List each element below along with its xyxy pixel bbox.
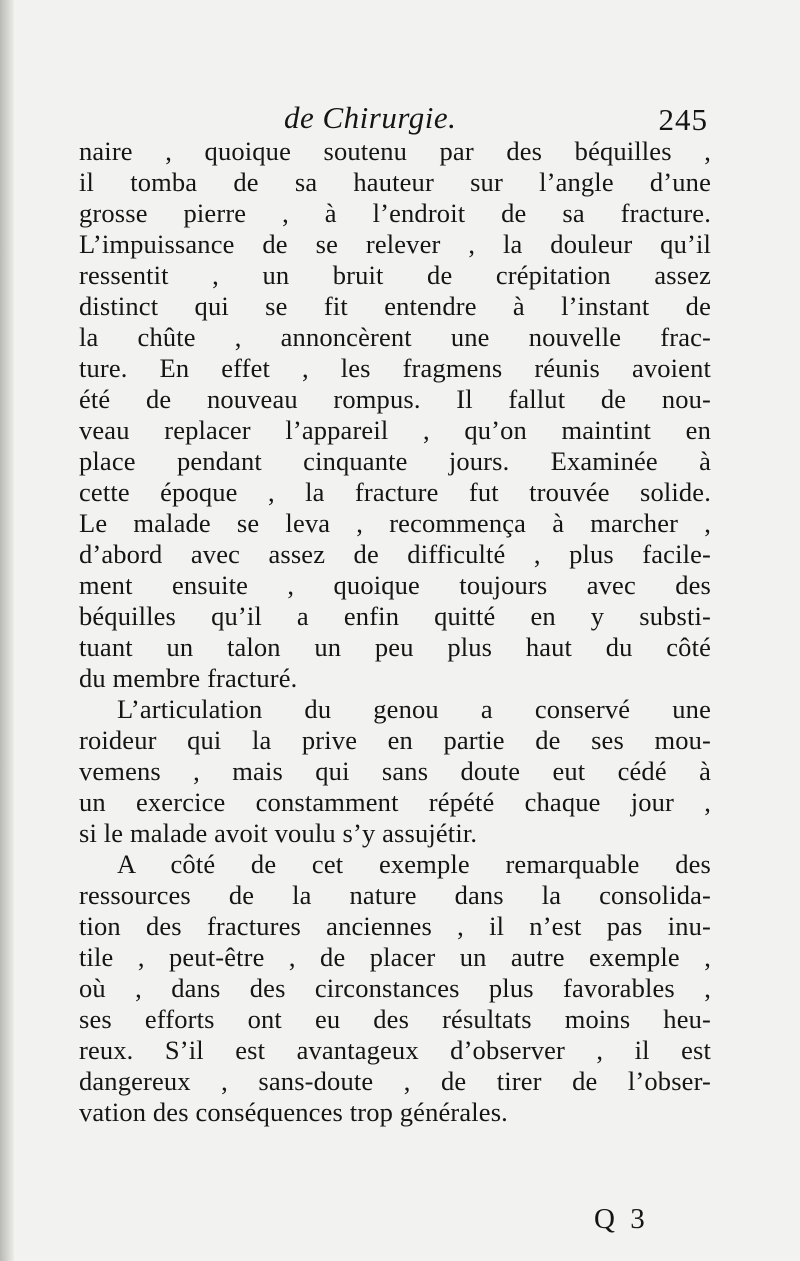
signature-mark: Q 3 [594,1203,649,1235]
running-title: de Chirurgie. [284,100,457,135]
text-line: ment ensuite , quoique toujours avec des [79,570,711,600]
text-line: où , dans des circonstances plus favorables , [79,973,711,1003]
text-line: distinct qui se fit entendre à l’instant de [79,291,711,321]
text-line: grosse pierre , à l’endroit de sa fracture. [79,198,711,228]
body-text [79,136,711,1128]
text-line: L’impuissance de se relever , la douleur qu’il [79,229,711,259]
text-line: il tomba de sa hauteur sur l’angle d’une [79,167,711,197]
text-line: place pendant cinquante jours. Examinée à [79,446,711,476]
text-line: ses efforts ont eu des résultats moins heu- [79,1004,711,1034]
text-line: été de nouveau rompus. Il fallut de nou- [79,384,711,414]
text-line: un exercice constamment répété chaque jour , [79,787,711,817]
page-number: 245 [658,102,708,137]
text-line: la chûte , annoncèrent une nouvelle frac- [79,322,711,352]
text-line: béquilles qu’il a enfin quitté en y substi- [79,601,711,631]
text-line: ture. En effet , les fragmens réunis avoient [79,353,711,383]
text-line: tile , peut-être , de placer un autre exemple , [79,942,711,972]
paragraph-end-line: si le malade avoit voulu s’y assujétir. [79,818,478,848]
text-line: reux. S’il est avantageux d’observer , il est [79,1035,711,1065]
paragraph-start-line: A côté de cet exemple remarquable des [117,849,711,879]
text-line: naire , quoique soutenu par des béquilles , [79,136,711,166]
text-line: ressentit , un bruit de crépitation assez [79,260,711,290]
text-line: dangereux , sans-doute , de tirer de l’obser- [79,1066,711,1096]
text-line: vation des conséquences trop générales. [79,1097,508,1127]
paragraph-end-line: du membre fracturé. [79,663,298,693]
text-line: tuant un talon un peu plus haut du côté [79,632,711,662]
text-line: ressources de la nature dans la consolida- [79,880,711,910]
text-line: tion des fractures anciennes , il n’est pas inu- [79,911,711,941]
text-line: Le malade se leva , recommença à marcher , [79,508,711,538]
paragraph-start-line: L’articulation du genou a conservé une [117,694,711,724]
text-line: veau replacer l’appareil , qu’on maintint en [79,415,711,445]
text-line: cette époque , la fracture fut trouvée solide. [79,477,711,507]
text-line: vemens , mais qui sans doute eut cédé à [79,756,711,786]
text-line: roideur qui la prive en partie de ses mou- [79,725,711,755]
text-line: d’abord avec assez de difficulté , plus facile- [79,539,711,569]
